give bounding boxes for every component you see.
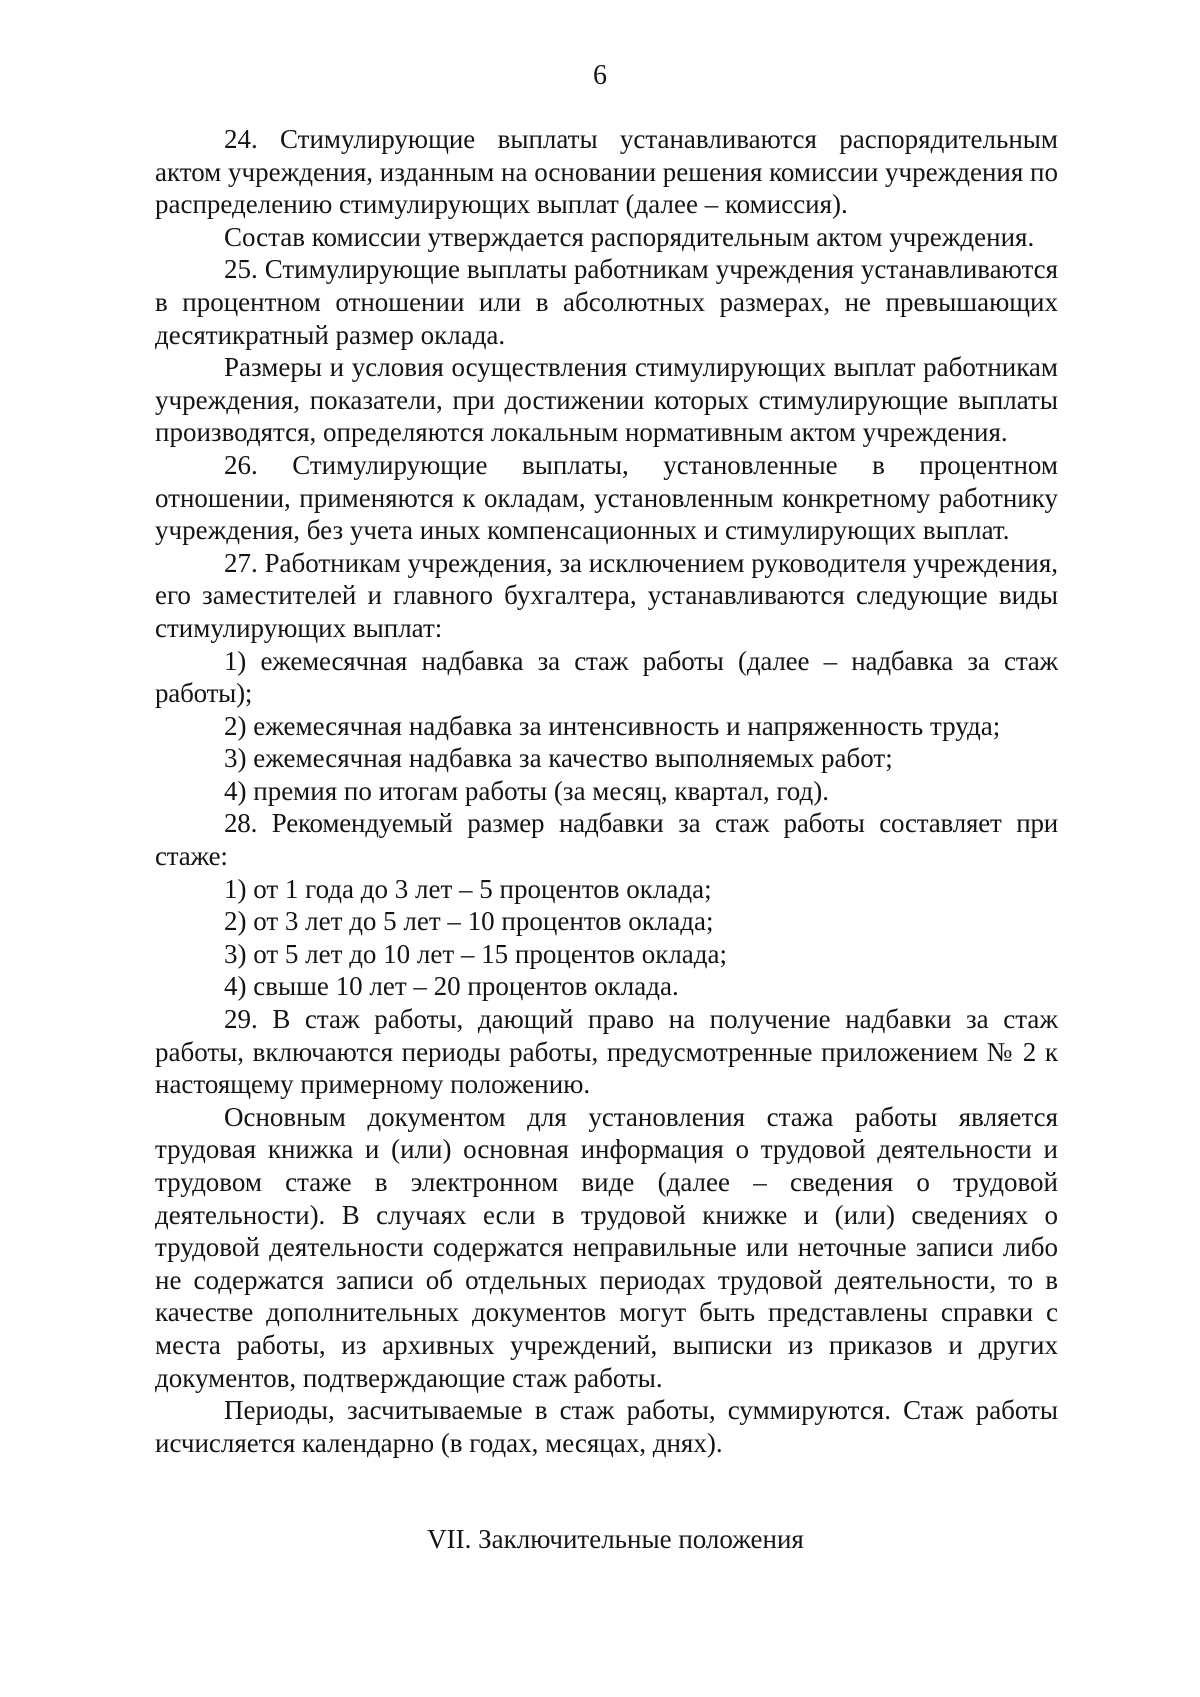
list-item-27-1: 1) ежемесячная надбавка за стаж работы (далее – надбавка за стаж работы); xyxy=(155,645,1058,709)
paragraph-periods: Периоды, засчитываемые в стаж работы, суммируются. Стаж работы исчисляется календарно (в годах, месяцах, днях). xyxy=(155,1395,1058,1458)
document-body xyxy=(155,123,1058,1556)
section-heading: VII. Заключительные положения xyxy=(427,1524,804,1555)
paragraph-25: 25. Стимулирующие выплаты работникам учреждения устанавливаются в процентном отношении или в абсолютных размерах, не превышающих десятикратный размер оклада. xyxy=(155,254,1058,350)
list-item-28-3: 3) от 5 лет до 10 лет – 15 процентов оклада; xyxy=(224,938,728,969)
list-item-27-3: 3) ежемесячная надбавка за качество выполняемых работ; xyxy=(224,743,893,774)
list-item-28-4: 4) свыше 10 лет – 20 процентов оклада. xyxy=(224,971,679,1002)
list-item-28-1: 1) от 1 года до 3 лет – 5 процентов оклада; xyxy=(224,873,712,904)
paragraph-conditions: Размеры и условия осуществления стимулирующих выплат работникам учреждения, показатели, при достижении которых стимулирующие выплаты производятся, определяются локальным нормативным актом учреждения. xyxy=(155,352,1058,448)
paragraph-main-document: Основным документом для установления стажа работы является трудовая книжка и (или) основная информация о трудовой деятельности и трудовом стаже в электронном виде (далее – сведения о трудовой деятельности). В случаях если в трудовой книжке и (или) сведениях о трудовой деятельности содержатся неправильные или неточные записи либо не содержатся записи об отдельных периодах трудовой деятельности, то в качестве дополнительных документов могут быть представлены справки с места работы, из архивных учреждений, выписки из приказов и других документов, подтверждающие стаж работы. xyxy=(155,1101,1058,1393)
section-spacer xyxy=(155,1459,1058,1523)
page-number: 6 xyxy=(593,60,607,91)
paragraph-29: 29. В стаж работы, дающий право на получение надбавки за стаж работы, включаются периоды работы, предусмотренные приложением № 2 к настоящему примерному положению. xyxy=(155,1004,1058,1100)
paragraph-27: 27. Работникам учреждения, за исключением руководителя учреждения, его заместителей и главного бухгалтера, устанавливаются следующие виды стимулирующих выплат: xyxy=(155,547,1059,643)
list-item-27-4: 4) премия по итогам работы (за месяц, квартал, год). xyxy=(224,775,829,806)
paragraph-26: 26. Стимулирующие выплаты, установленные в процентном отношении, применяются к окладам, установленным конкретному работнику учреждения, без учета иных компенсационных и стимулирующих выплат. xyxy=(155,449,1058,546)
list-item-28-2: 2) от 3 лет до 5 лет – 10 процентов оклада; xyxy=(224,906,714,937)
paragraph-24: 24. Стимулирующие выплаты устанавливаются распорядительным актом учреждения, изданным на основании решения комиссии учреждения по распределению стимулирующих выплат (далее – комиссия). xyxy=(155,124,1058,220)
paragraph-28: 28. Рекомендуемый размер надбавки за стаж работы составляет при стаже: xyxy=(155,808,1058,872)
paragraph-commission-composition: Состав комиссии утверждается распорядительным актом учреждения. xyxy=(224,221,1035,252)
list-item-27-2: 2) ежемесячная надбавка за интенсивность и напряженность труда; xyxy=(224,710,1001,741)
